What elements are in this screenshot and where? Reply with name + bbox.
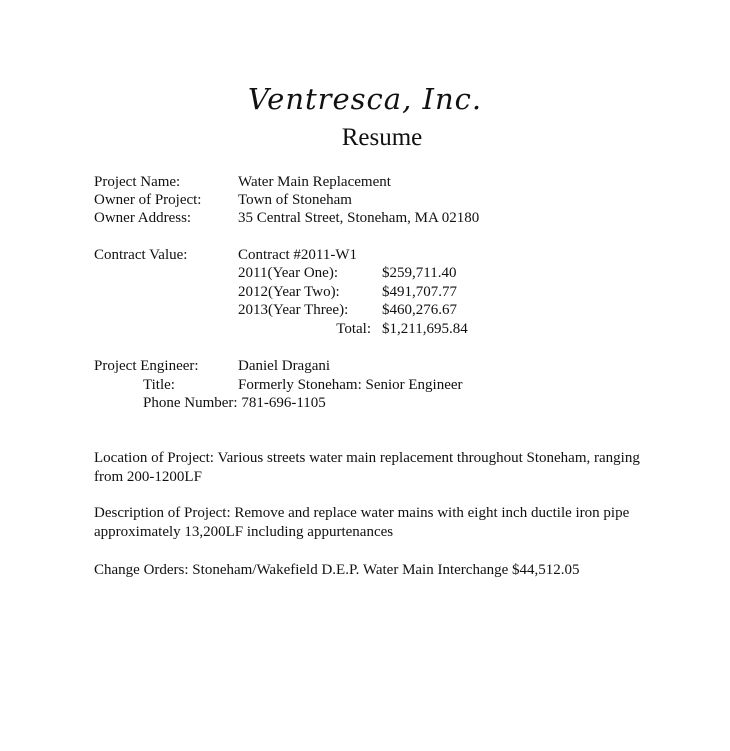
engineer-title-value: Formerly Stoneham: Senior Engineer	[238, 377, 463, 393]
contract-year-amount: $460,276.67	[382, 302, 457, 318]
engineer-phone-label: Phone Number: 781-696-1105	[143, 395, 326, 411]
contract-year-label: 2012(Year Two):	[238, 284, 340, 300]
change-orders-paragraph: Change Orders: Stoneham/Wakefield D.E.P. Water Main Interchange $44,512.05	[94, 562, 580, 578]
contract-number: Contract #2011-W1	[238, 247, 357, 263]
company-name: Ventresca, Inc.	[247, 82, 483, 116]
owner-address-label: Owner Address:	[94, 210, 192, 226]
owner-address-value: 35 Central Street, Stoneham, MA 02180	[238, 210, 480, 226]
owner-label: Owner of Project:	[94, 192, 202, 208]
document-title: Resume	[341, 124, 423, 151]
engineer-title-label: Title:	[143, 377, 175, 393]
contract-year-label: 2011(Year One):	[238, 265, 338, 281]
contract-year-amount: $491,707.77	[382, 284, 457, 300]
engineer-name: Daniel Dragani	[238, 358, 331, 374]
project-name-label: Project Name:	[94, 174, 181, 190]
location-paragraph: Location of Project: Various streets water main replacement throughout Stoneham, ranging from 200-1200LF	[94, 450, 640, 485]
contract-year-amount: $259,711.40	[382, 265, 457, 281]
contract-value-label: Contract Value:	[94, 247, 188, 263]
contract-total-label: Total:	[336, 321, 371, 337]
description-paragraph: Description of Project: Remove and replace water mains with eight inch ductile iron pipe approximately 13,200LF including appurtenances	[94, 505, 630, 540]
owner-value: Town of Stoneham	[238, 192, 352, 208]
contract-year-label: 2013(Year Three):	[238, 302, 349, 318]
engineer-phone-value: 781-696-1105	[241, 395, 326, 411]
contract-total-amount: $1,211,695.84	[382, 321, 468, 337]
project-name-value: Water Main Replacement	[238, 174, 391, 190]
engineer-label: Project Engineer:	[94, 358, 199, 374]
